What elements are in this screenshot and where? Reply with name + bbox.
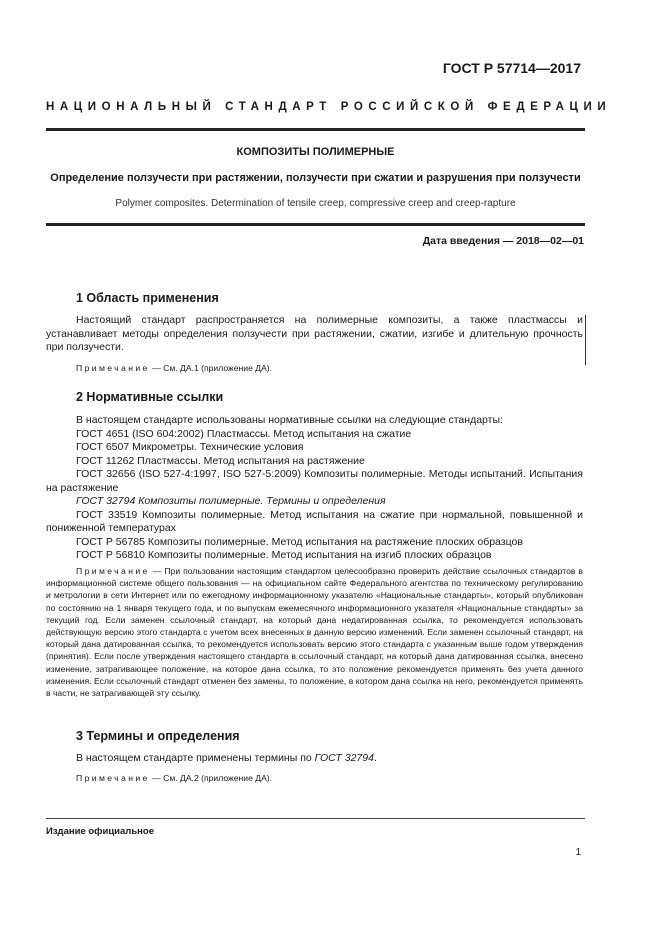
official-edition-label: Издание официальное — [46, 826, 154, 837]
reference-item: ГОСТ 32656 (ISO 527-4:1997, ISO 527-5:2009) Композиты полимерные. Методы испытаний. Испытания на растяжение — [46, 468, 583, 494]
standard-number: ГОСТ Р 57714—2017 — [442, 60, 581, 76]
section-3-heading: 3 Термины и определения — [76, 729, 240, 743]
title-rule — [46, 223, 585, 226]
section-3-suffix: . — [373, 752, 377, 764]
reference-item: ГОСТ 6507 Микрометры. Технические условия — [76, 441, 304, 453]
reference-item: ГОСТ Р 56810 Композиты полимерные. Метод испытания на изгиб плоских образцов — [76, 549, 492, 561]
reference-item: ГОСТ 11262 Пластмассы. Метод испытания на растяжение — [76, 454, 365, 467]
section-1-paragraph: Настоящий стандарт распространяется на полимерные композиты, а также пластмассы и устанавливает методы определения ползучести при растяжении, сжатии, изгибе и длительную прочность при ползучести. — [46, 314, 583, 353]
top-rule — [46, 128, 585, 131]
section-3-note — [46, 772, 583, 784]
introduction-date: Дата введения — 2018—02—01 — [422, 235, 584, 247]
reference-item: ГОСТ 33519 Композиты полимерные. Метод испытания на сжатие при нормальной, повышенной и пониженной температурах — [46, 508, 583, 534]
note-label: Примечание — [76, 363, 150, 373]
page-number: 1 — [575, 847, 581, 858]
section-2-body — [46, 414, 583, 563]
section-1-heading: 1 Область применения — [76, 291, 219, 305]
national-standard-heading: НАЦИОНАЛЬНЫЙ СТАНДАРТ РОССИЙСКОЙ ФЕДЕРАЦИИ — [46, 101, 612, 113]
note-label: Примечание — [76, 566, 150, 576]
note-label: Примечание — [76, 773, 150, 783]
reference-item: ГОСТ 4651 (ISO 604:2002) Пластмассы. Метод испытания на сжатие — [76, 427, 412, 440]
note-text: — См. ДА.1 (приложение ДА). — [149, 363, 273, 373]
section-1-body — [46, 314, 583, 355]
note-text: — При пользовании настоящим стандартом целесообразно проверить действие ссылочных стандартов в информационной системе общего пользования — на официальном сайте Федерального агентства по техническому регулированию и метрологии в сети Интернет или по ежегодному информационному указателю «Национальные стандарты», который опубликован по состоянию на 1 января текущего года, и по выпускам ежемесячного информационного указателя «Национальные стандарты» за текущий год. Если заменен ссылочный стандарт, на который дана недатированная ссылка, то рекомендуется использовать действующую версию этого стандарта с учетом всех внесенных в данную версию изменений. Если заменен ссылочный стандарт, на который дана датированная ссылка, то рекомендуется использовать версию этого стандарта с указанным выше годом утверждения (принятия). Если после утверждения настоящего стандарта в ссылочный стандарт, на который дана датированная ссылка, внесено изменение, затрагивающее положение, на которое дана ссылка, то это положение рекомендуется применять без учета данного изменения. Если ссылочный стандарт отменен без замены, то положение, в котором дана ссылка на него, рекомендуется применять в части, не затрагивающей эту ссылку. — [46, 566, 583, 699]
section-2-heading: 2 Нормативные ссылки — [76, 390, 224, 404]
document-subtitle: Определение ползучести при растяжении, ползучести при сжатии и разрушения при ползучести — [50, 172, 581, 184]
section-3-paragraph — [46, 752, 583, 766]
english-title: Polymer composites. Determination of tensile creep, compressive creep and creep-rapture — [115, 198, 516, 209]
section-2-note — [46, 565, 583, 699]
section-3-body — [46, 752, 583, 766]
reference-item: ГОСТ Р 56785 Композиты полимерные. Метод испытания на растяжение плоских образцов — [76, 535, 523, 548]
section-3-text: В настоящем стандарте применены термины по — [76, 752, 315, 764]
note-text: — См. ДА.2 (приложение ДА). — [149, 773, 273, 783]
section-1-note — [46, 362, 583, 374]
footer-rule — [46, 818, 585, 819]
section-2-intro: В настоящем стандарте использованы нормативные ссылки на следующие стандарты: — [76, 414, 503, 426]
document-title: КОМПОЗИТЫ ПОЛИМЕРНЫЕ — [236, 146, 395, 158]
section-3-reference: ГОСТ 32794 — [314, 752, 374, 764]
change-bar — [585, 315, 586, 365]
reference-item: ГОСТ 32794 Композиты полимерные. Термины и определения — [76, 495, 386, 507]
